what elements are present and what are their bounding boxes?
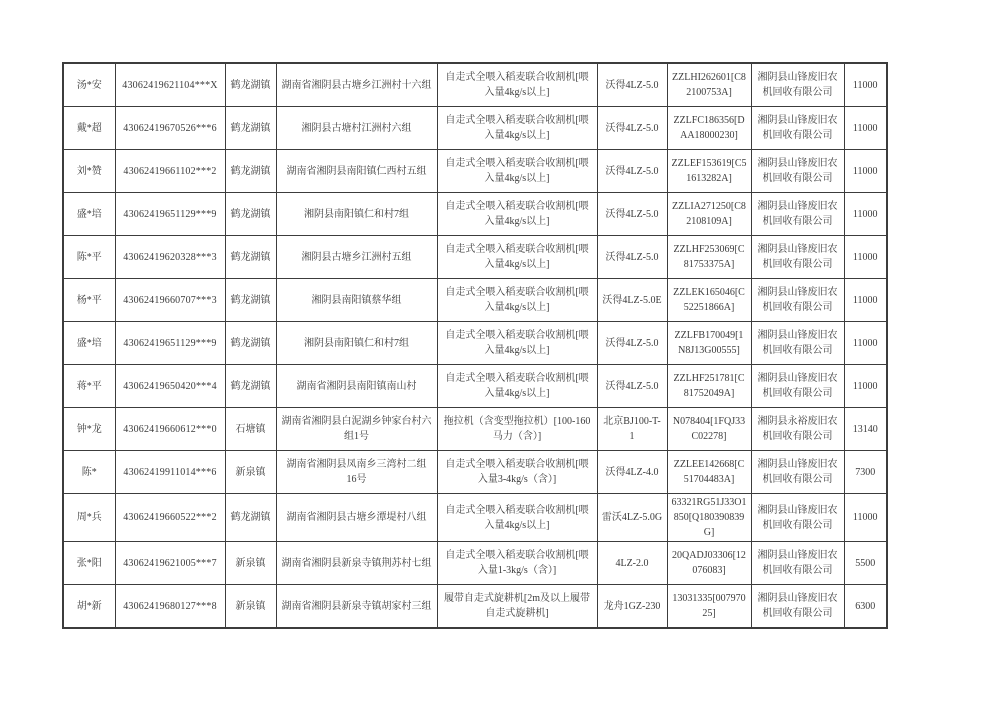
cell-company: 湘阴县山锋废旧农机回收有限公司: [751, 236, 844, 279]
cell-id-number: 43062419651129***9: [115, 322, 225, 365]
cell-address: 湖南省湘阴县白泥湖乡钟家台村六组1号: [276, 408, 437, 451]
table-row: [63, 408, 887, 451]
cell-model: 龙舟1GZ-230: [597, 585, 667, 629]
cell-town: 鹤龙湖镇: [225, 365, 276, 408]
cell-address: 湘阴县南阳镇仁和村7组: [276, 193, 437, 236]
table-row: [63, 365, 887, 408]
cell-model: 沃得4LZ-5.0E: [597, 279, 667, 322]
cell-town: 新泉镇: [225, 451, 276, 494]
cell-id-number: 43062419911014***6: [115, 451, 225, 494]
table-row: [63, 542, 887, 585]
cell-name: 陈*平: [63, 236, 115, 279]
cell-amount: 11000: [844, 279, 887, 322]
cell-id-number: 43062419660707***3: [115, 279, 225, 322]
cell-name: 戴*超: [63, 107, 115, 150]
cell-name: 张*阳: [63, 542, 115, 585]
cell-serial: ZZLHF251781[C81752049A]: [667, 365, 751, 408]
cell-id-number: 43062419660612***0: [115, 408, 225, 451]
cell-amount: 11000: [844, 236, 887, 279]
cell-address: 湘阴县南阳镇仁和村7组: [276, 322, 437, 365]
cell-model: 沃得4LZ-5.0: [597, 236, 667, 279]
cell-company: 湘阴县山锋废旧农机回收有限公司: [751, 451, 844, 494]
table-row: [63, 193, 887, 236]
cell-amount: 11000: [844, 494, 887, 542]
cell-town: 鹤龙湖镇: [225, 322, 276, 365]
cell-name: 蒋*平: [63, 365, 115, 408]
cell-town: 鹤龙湖镇: [225, 150, 276, 193]
cell-address: 湖南省湘阴县南阳镇南山村: [276, 365, 437, 408]
cell-id-number: 43062419660522***2: [115, 494, 225, 542]
cell-serial: ZZLEF153619[C51613282A]: [667, 150, 751, 193]
table-row: [63, 451, 887, 494]
cell-address: 湘阴县古塘乡江洲村五组: [276, 236, 437, 279]
cell-model: 沃得4LZ-5.0: [597, 63, 667, 107]
cell-model: 沃得4LZ-4.0: [597, 451, 667, 494]
table-row: [63, 494, 887, 542]
cell-company: 湘阴县永裕废旧农机回收有限公司: [751, 408, 844, 451]
cell-id-number: 43062419620328***3: [115, 236, 225, 279]
table-row: [63, 279, 887, 322]
cell-town: 鹤龙湖镇: [225, 193, 276, 236]
cell-machine: 自走式全喂入稻麦联合收割机[喂入量4kg/s以上]: [437, 63, 597, 107]
cell-model: 雷沃4LZ-5.0G: [597, 494, 667, 542]
cell-town: 鹤龙湖镇: [225, 63, 276, 107]
subsidy-table: [62, 62, 888, 629]
cell-serial: ZZLHI262601[C82100753A]: [667, 63, 751, 107]
cell-serial: N078404[1FQJ33C02278]: [667, 408, 751, 451]
cell-address: 湖南省湘阴县新泉寺镇胡家村三组: [276, 585, 437, 629]
cell-amount: 11000: [844, 107, 887, 150]
cell-serial: 20QADJ03306[12076083]: [667, 542, 751, 585]
cell-company: 湘阴县山锋废旧农机回收有限公司: [751, 63, 844, 107]
cell-machine: 自走式全喂入稻麦联合收割机[喂入量4kg/s以上]: [437, 494, 597, 542]
cell-model: 沃得4LZ-5.0: [597, 107, 667, 150]
cell-id-number: 43062419670526***6: [115, 107, 225, 150]
cell-town: 新泉镇: [225, 542, 276, 585]
cell-machine: 自走式全喂入稻麦联合收割机[喂入量4kg/s以上]: [437, 193, 597, 236]
cell-serial: ZZLFB170049[1N8J13G00555]: [667, 322, 751, 365]
cell-company: 湘阴县山锋废旧农机回收有限公司: [751, 494, 844, 542]
cell-company: 湘阴县山锋废旧农机回收有限公司: [751, 150, 844, 193]
cell-id-number: 43062419650420***4: [115, 365, 225, 408]
cell-machine: 履带自走式旋耕机[2m及以上履带自走式旋耕机]: [437, 585, 597, 629]
cell-town: 新泉镇: [225, 585, 276, 629]
cell-machine: 自走式全喂入稻麦联合收割机[喂入量4kg/s以上]: [437, 322, 597, 365]
cell-amount: 11000: [844, 150, 887, 193]
cell-serial: ZZLEE142668[C51704483A]: [667, 451, 751, 494]
cell-company: 湘阴县山锋废旧农机回收有限公司: [751, 322, 844, 365]
cell-address: 湖南省湘阴县南阳镇仁西村五组: [276, 150, 437, 193]
cell-machine: 自走式全喂入稻麦联合收割机[喂入量1-3kg/s（含）]: [437, 542, 597, 585]
cell-town: 鹤龙湖镇: [225, 279, 276, 322]
cell-amount: 11000: [844, 193, 887, 236]
cell-name: 钟*龙: [63, 408, 115, 451]
cell-address: 湘阴县古塘村江洲村六组: [276, 107, 437, 150]
cell-amount: 13140: [844, 408, 887, 451]
cell-name: 胡*新: [63, 585, 115, 629]
cell-name: 周*兵: [63, 494, 115, 542]
cell-machine: 自走式全喂入稻麦联合收割机[喂入量4kg/s以上]: [437, 107, 597, 150]
cell-machine: 自走式全喂入稻麦联合收割机[喂入量4kg/s以上]: [437, 365, 597, 408]
table-row: [63, 322, 887, 365]
cell-amount: 7300: [844, 451, 887, 494]
cell-address: 湖南省湘阴县古塘乡潭堤村八组: [276, 494, 437, 542]
cell-amount: 6300: [844, 585, 887, 629]
cell-machine: 自走式全喂入稻麦联合收割机[喂入量3-4kg/s（含）]: [437, 451, 597, 494]
cell-company: 湘阴县山锋废旧农机回收有限公司: [751, 279, 844, 322]
cell-name: 陈*: [63, 451, 115, 494]
cell-name: 盛*培: [63, 322, 115, 365]
cell-name: 刘*赞: [63, 150, 115, 193]
cell-name: 盛*培: [63, 193, 115, 236]
cell-serial: 63321RG51J33O1850[Q180390839G]: [667, 494, 751, 542]
cell-company: 湘阴县山锋废旧农机回收有限公司: [751, 585, 844, 629]
table-body: [63, 63, 887, 628]
cell-serial: ZZLHF253069[C81753375A]: [667, 236, 751, 279]
cell-machine: 拖拉机（含变型拖拉机）[100-160马力（含）]: [437, 408, 597, 451]
cell-amount: 11000: [844, 63, 887, 107]
cell-address: 湖南省湘阴县古塘乡江洲村十六组: [276, 63, 437, 107]
cell-model: 4LZ-2.0: [597, 542, 667, 585]
table-row: [63, 585, 887, 629]
cell-name: 杨*平: [63, 279, 115, 322]
cell-model: 北京BJ100-T-1: [597, 408, 667, 451]
cell-amount: 11000: [844, 322, 887, 365]
cell-address: 湖南省湘阴县凤南乡三湾村二组 16号: [276, 451, 437, 494]
cell-id-number: 43062419651129***9: [115, 193, 225, 236]
cell-company: 湘阴县山锋废旧农机回收有限公司: [751, 542, 844, 585]
cell-address: 湖南省湘阴县新泉寺镇荆苏村七组: [276, 542, 437, 585]
cell-name: 汤*安: [63, 63, 115, 107]
cell-machine: 自走式全喂入稻麦联合收割机[喂入量4kg/s以上]: [437, 150, 597, 193]
table-row: [63, 150, 887, 193]
cell-serial: ZZLIA271250[C82108109A]: [667, 193, 751, 236]
table-row: [63, 236, 887, 279]
table-row: [63, 63, 887, 107]
cell-town: 鹤龙湖镇: [225, 494, 276, 542]
cell-serial: ZZLEK165046[C52251866A]: [667, 279, 751, 322]
cell-company: 湘阴县山锋废旧农机回收有限公司: [751, 193, 844, 236]
cell-id-number: 43062419621005***7: [115, 542, 225, 585]
cell-town: 石塘镇: [225, 408, 276, 451]
cell-model: 沃得4LZ-5.0: [597, 150, 667, 193]
cell-model: 沃得4LZ-5.0: [597, 322, 667, 365]
cell-serial: 13031335[00797025]: [667, 585, 751, 629]
table-row: [63, 107, 887, 150]
cell-amount: 5500: [844, 542, 887, 585]
cell-model: 沃得4LZ-5.0: [597, 193, 667, 236]
cell-amount: 11000: [844, 365, 887, 408]
cell-id-number: 43062419680127***8: [115, 585, 225, 629]
cell-id-number: 43062419621104***X: [115, 63, 225, 107]
cell-town: 鹤龙湖镇: [225, 107, 276, 150]
cell-town: 鹤龙湖镇: [225, 236, 276, 279]
cell-machine: 自走式全喂入稻麦联合收割机[喂入量4kg/s以上]: [437, 236, 597, 279]
cell-serial: ZZLFC186356[DAA18000230]: [667, 107, 751, 150]
cell-id-number: 43062419661102***2: [115, 150, 225, 193]
cell-address: 湘阴县南阳镇蔡华组: [276, 279, 437, 322]
cell-company: 湘阴县山锋废旧农机回收有限公司: [751, 365, 844, 408]
cell-machine: 自走式全喂入稻麦联合收割机[喂入量4kg/s以上]: [437, 279, 597, 322]
cell-model: 沃得4LZ-5.0: [597, 365, 667, 408]
cell-company: 湘阴县山锋废旧农机回收有限公司: [751, 107, 844, 150]
